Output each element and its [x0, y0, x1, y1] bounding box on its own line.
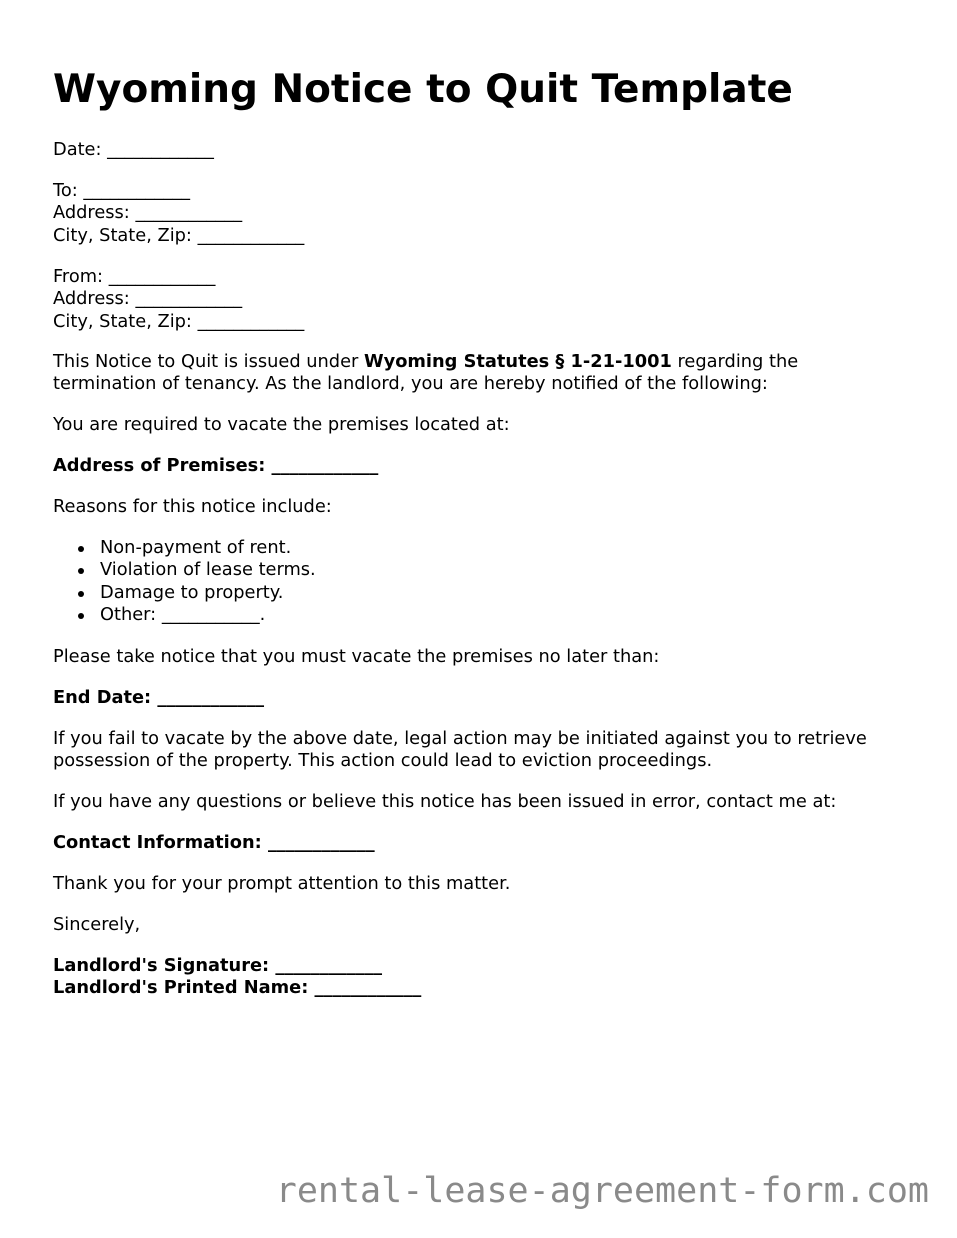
printed-name-line: Landlord's Printed Name: ____________: [53, 977, 422, 998]
date-line: Date: ____________: [53, 139, 214, 160]
signature-line: Landlord's Signature: ____________: [53, 955, 383, 976]
vacate-line: You are required to vacate the premises located at:: [53, 414, 510, 435]
end-date-line: End Date: ____________: [53, 687, 265, 708]
document-title: Wyoming Notice to Quit Template: [53, 67, 793, 112]
contact-information-line: Contact Information: ____________: [53, 832, 375, 853]
closing-line: Sincerely,: [53, 914, 141, 935]
to-address-line: Address: ____________: [53, 202, 243, 223]
intro-text-before: This Notice to Quit is issued under: [53, 351, 364, 372]
from-address-line: Address: ____________: [53, 288, 243, 309]
fail-paragraph-line-1: If you fail to vacate by the above date, legal action may be initiated against you to retrieve: [53, 728, 867, 749]
intro-text-after: regarding the: [671, 351, 799, 372]
watermark: rental-lease-agreement-form.com: [275, 1171, 929, 1211]
reasons-intro: Reasons for this notice include:: [53, 496, 332, 517]
premises-address-line: Address of Premises: ____________: [53, 455, 379, 476]
from-line: From: ____________: [53, 266, 216, 287]
from-city-line: City, State, Zip: ____________: [53, 311, 305, 332]
reason-item: Other: ___________.: [53, 604, 316, 626]
notice-line: Please take notice that you must vacate the premises no later than:: [53, 646, 660, 667]
to-city-line: City, State, Zip: ____________: [53, 225, 305, 246]
intro-paragraph-line-1: [53, 351, 798, 374]
statute-reference: Wyoming Statutes § 1-21-1001: [363, 351, 672, 372]
to-line: To: ____________: [53, 180, 191, 201]
fail-paragraph-line-2: possession of the property. This action could lead to eviction proceedings.: [53, 750, 713, 771]
reason-item: Damage to property.: [53, 582, 316, 604]
intro-paragraph-line-2: termination of tenancy. As the landlord, you are hereby notified of the following:: [53, 373, 768, 394]
questions-line: If you have any questions or believe this notice has been issued in error, contact me at:: [53, 791, 837, 812]
reason-item: Violation of lease terms.: [53, 559, 316, 581]
reason-item: Non-payment of rent.: [53, 537, 316, 559]
reasons-list: [53, 537, 316, 626]
thanks-line: Thank you for your prompt attention to this matter.: [53, 873, 511, 894]
